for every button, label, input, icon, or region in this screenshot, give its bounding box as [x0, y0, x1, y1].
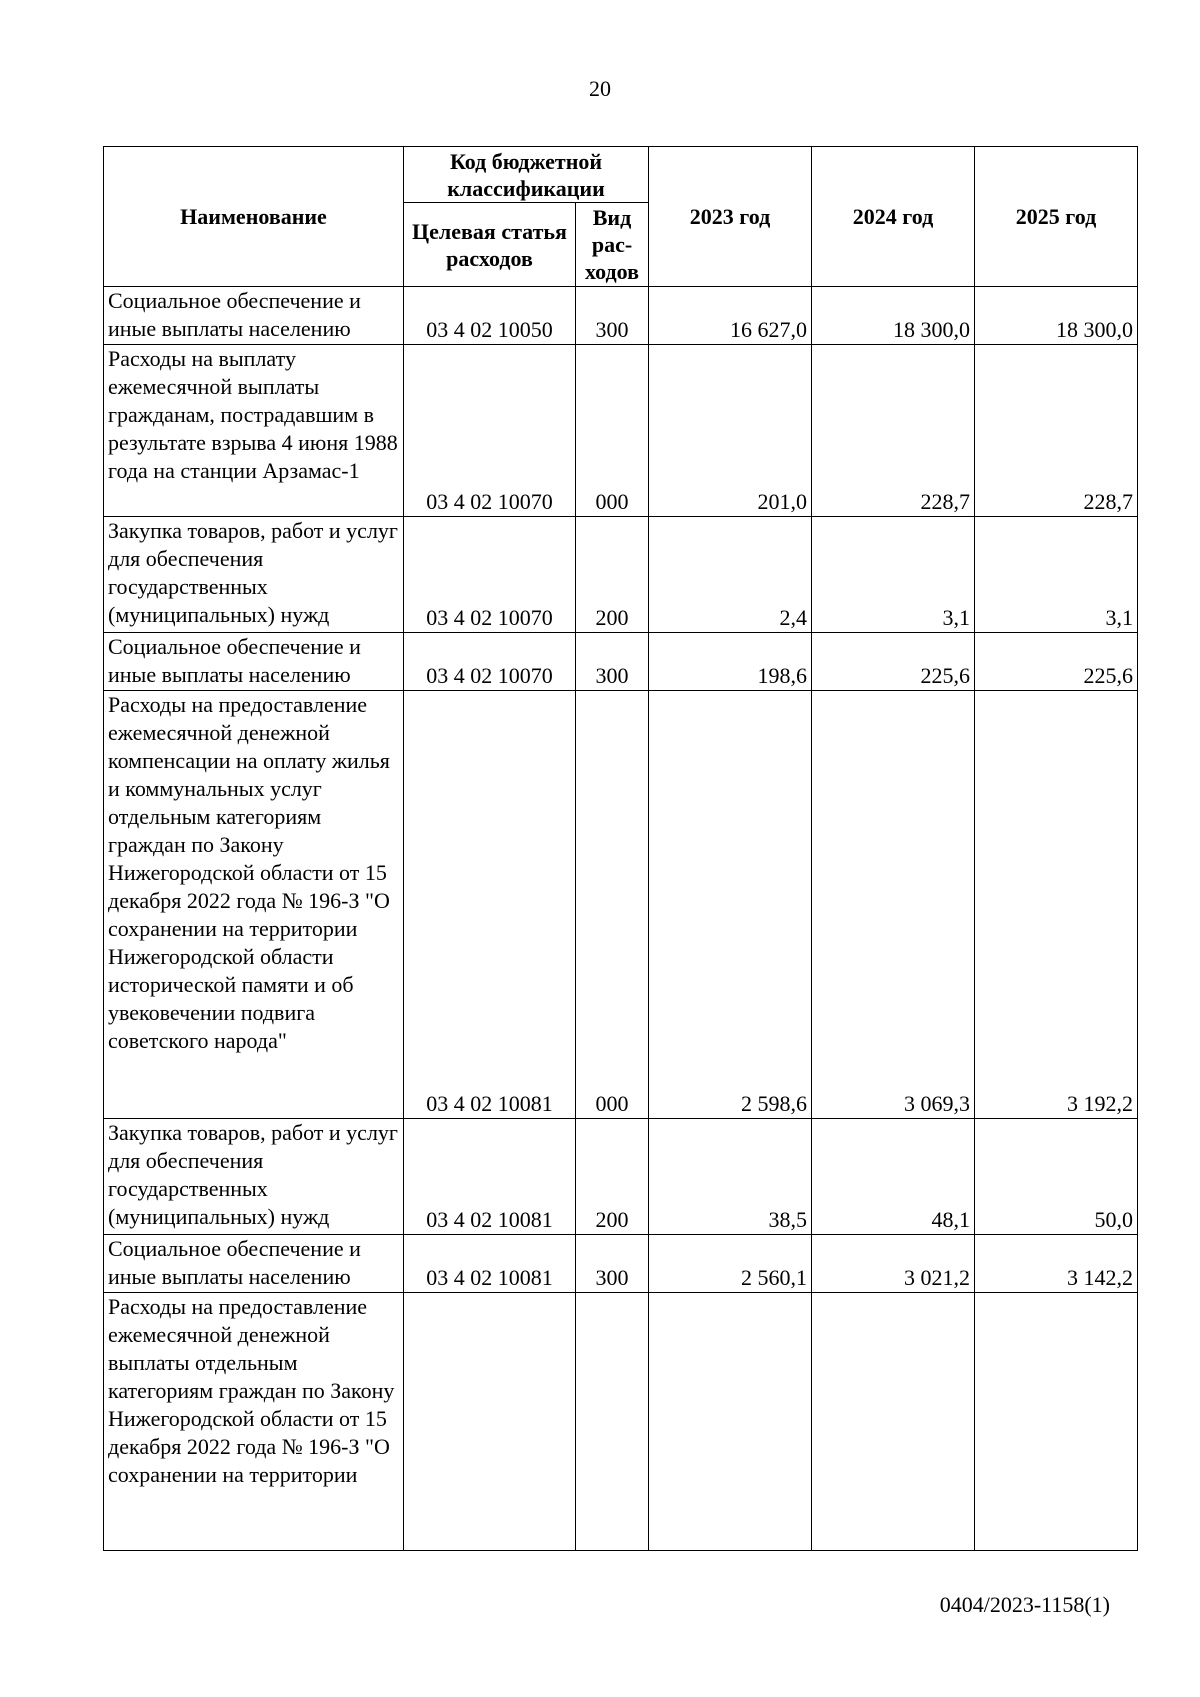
row-value-2023: 38,5	[649, 1119, 812, 1235]
row-value-2023: 2 598,6	[649, 691, 812, 1119]
row-name: Закупка товаров, работ и услуг для обеспечения государственных (муниципальных) нужд	[104, 517, 404, 633]
row-name: Расходы на выплату ежемесячной выплаты гражданам, пострадавшим в результате взрыва 4 июня 1988 года на станции Арзамас-1	[104, 345, 404, 517]
row-target-article: 03 4 02 10070	[404, 633, 576, 691]
row-value-2024: 3 069,3	[812, 691, 975, 1119]
header-target-article: Целевая статья расходов	[404, 203, 576, 287]
row-value-2025: 3,1	[975, 517, 1138, 633]
row-target-article: 03 4 02 10050	[404, 287, 576, 345]
row-value-2024	[812, 1293, 975, 1551]
row-name: Закупка товаров, работ и услуг для обеспечения государственных (муниципальных) нужд	[104, 1119, 404, 1235]
header-2025: 2025 год	[975, 147, 1138, 287]
row-value-2024: 228,7	[812, 345, 975, 517]
table-header	[104, 147, 1138, 287]
table-row	[104, 1119, 1138, 1235]
row-expense-kind	[576, 1293, 649, 1551]
document-id: 0404/2023-1158(1)	[939, 1592, 1110, 1617]
header-2023: 2023 год	[649, 147, 812, 287]
row-name: Социальное обеспечение и иные выплаты населению	[104, 1235, 404, 1293]
header-expense-kind: Вид рас-ходов	[576, 203, 649, 287]
row-value-2025: 228,7	[975, 345, 1138, 517]
row-value-2025: 18 300,0	[975, 287, 1138, 345]
row-target-article: 03 4 02 10081	[404, 1119, 576, 1235]
row-value-2025: 3 192,2	[975, 691, 1138, 1119]
row-target-article	[404, 1293, 576, 1551]
row-name: Расходы на предоставление ежемесячной денежной компенсации на оплату жилья и коммунальных услуг отдельным категориям граждан по Закону Нижегородской области от 15 декабря 2022 года № 196-З "О сохранении на территории Нижегородской области исторической памяти и об увековечении подвига советского народа"	[104, 691, 404, 1119]
row-value-2024: 48,1	[812, 1119, 975, 1235]
row-name: Социальное обеспечение и иные выплаты населению	[104, 287, 404, 345]
table-row	[104, 1235, 1138, 1293]
row-target-article: 03 4 02 10081	[404, 691, 576, 1119]
header-name: Наименование	[104, 147, 404, 287]
row-name: Социальное обеспечение и иные выплаты населению	[104, 633, 404, 691]
table-body	[104, 287, 1138, 1551]
row-expense-kind: 300	[576, 287, 649, 345]
table-row	[104, 345, 1138, 517]
row-value-2025: 50,0	[975, 1119, 1138, 1235]
row-target-article: 03 4 02 10081	[404, 1235, 576, 1293]
row-value-2024: 3 021,2	[812, 1235, 975, 1293]
table-row	[104, 691, 1138, 1119]
table-row	[104, 633, 1138, 691]
row-value-2023: 198,6	[649, 633, 812, 691]
row-value-2023	[649, 1293, 812, 1551]
page-number: 20	[589, 76, 611, 101]
table-row	[104, 287, 1138, 345]
row-value-2023: 2,4	[649, 517, 812, 633]
row-value-2024: 3,1	[812, 517, 975, 633]
row-expense-kind: 300	[576, 633, 649, 691]
header-2024: 2024 год	[812, 147, 975, 287]
table-row	[104, 517, 1138, 633]
row-value-2023: 2 560,1	[649, 1235, 812, 1293]
row-value-2024: 18 300,0	[812, 287, 975, 345]
row-value-2024: 225,6	[812, 633, 975, 691]
row-value-2023: 16 627,0	[649, 287, 812, 345]
row-value-2025	[975, 1293, 1138, 1551]
row-name: Расходы на предоставление ежемесячной денежной выплаты отдельным категориям граждан по Закону Нижегородской области от 15 декабря 2022 года № 196-З "О сохранении на территории	[104, 1293, 404, 1551]
row-expense-kind: 200	[576, 517, 649, 633]
row-value-2023: 201,0	[649, 345, 812, 517]
row-expense-kind: 300	[576, 1235, 649, 1293]
row-expense-kind: 200	[576, 1119, 649, 1235]
row-expense-kind: 000	[576, 345, 649, 517]
row-expense-kind: 000	[576, 691, 649, 1119]
header-budget-code: Код бюджетной классификации	[404, 147, 649, 203]
table-row	[104, 1293, 1138, 1551]
budget-table	[103, 146, 1138, 1551]
row-value-2025: 225,6	[975, 633, 1138, 691]
row-target-article: 03 4 02 10070	[404, 517, 576, 633]
row-target-article: 03 4 02 10070	[404, 345, 576, 517]
row-value-2025: 3 142,2	[975, 1235, 1138, 1293]
